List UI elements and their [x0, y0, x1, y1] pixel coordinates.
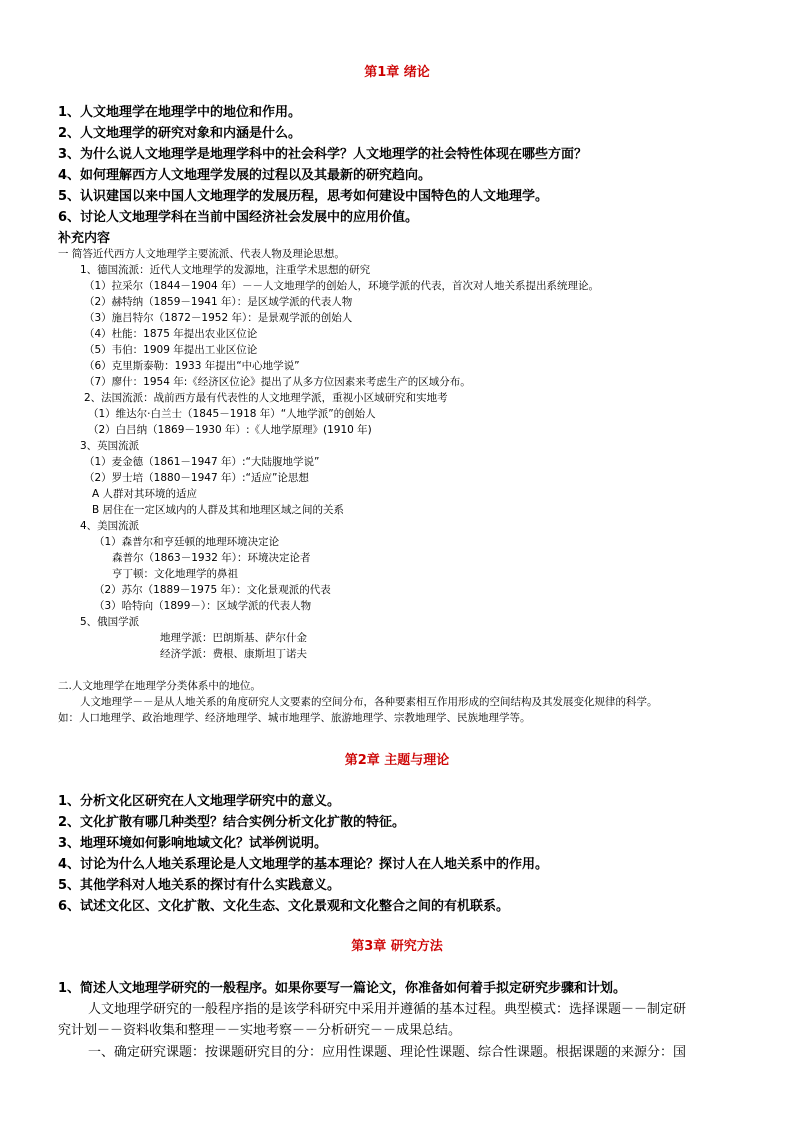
part2-examples: 如：人口地理学、政治地理学、经济地理学、城市地理学、旅游地理学、宗教地理学、民族地理学等。	[58, 712, 531, 724]
supplement-line: （1）麦金德（1861－1947 年）:“大陆腹地学说”	[84, 456, 320, 468]
ch3-paragraph-2: 一、确定研究课题：按课题研究目的分：应用性课题、理论性课题、综合性课题。根据课题的来源分：国	[88, 1045, 687, 1060]
ch1-question-2: 2、人文地理学的研究对象和内涵是什么。	[58, 126, 302, 141]
supplement-line: （2）白吕纳（1869－1930 年）:《人地学原理》(1910 年)	[88, 424, 372, 436]
supplement-line: （1）维达尔·白兰士（1845－1918 年）“人地学派”的创始人	[88, 408, 376, 420]
ch2-question-6: 6、试述文化区、文化扩散、文化生态、文化景观和文化整合之间的有机联系。	[58, 899, 510, 914]
supplement-line: （6）克里斯泰勒：1933 年提出“中心地学说”	[84, 360, 300, 372]
supplement-line: （7）廖什：1954 年:《经济区位论》提出了从多方位因素来考虑生产的区域分布。	[84, 376, 471, 388]
ch1-question-6: 6、讨论人文地理学科在当前中国经济社会发展中的应用价值。	[58, 210, 419, 225]
supplement-line: （2）罗士培（1880－1947 年）:“适应”论思想	[84, 472, 309, 484]
supplement-line: 1、德国流派：近代人文地理学的发源地，注重学术思想的研究	[80, 264, 371, 276]
part2-definition: 人文地理学－－是从人地关系的角度研究人文要素的空间分布，各种要素相互作用形成的空间结构及其发展变化规律的科学。	[80, 696, 658, 708]
supplement-line: 森普尔（1863－1932 年）：环境决定论者	[112, 552, 311, 564]
ch1-question-5: 5、认识建国以来中国人文地理学的发展历程，思考如何建设中国特色的人文地理学。	[58, 189, 549, 204]
supplement-line: 2、法国流派：战前西方最有代表性的人文地理学派，重视小区域研究和实地考	[84, 392, 448, 404]
supplement-line: 亨丁顿：文化地理学的鼻祖	[112, 568, 238, 580]
ch3-paragraph-1b: 究计划－－资料收集和整理－－实地考察－－分析研究－－成果总结。	[58, 1023, 462, 1038]
supplement-line: （1）森普尔和亨廷顿的地理环境决定论	[94, 536, 280, 548]
supplement-line: 一 简答近代西方人文地理学主要流派、代表人物及理论思想。	[58, 248, 345, 260]
chapter-1-title: 第1章 绪论	[364, 65, 430, 80]
ch1-question-1: 1、人文地理学在地理学中的地位和作用。	[58, 105, 302, 120]
supplement-line: （2）苏尔（1889－1975 年）：文化景观派的代表	[94, 584, 331, 596]
ch2-question-5: 5、其他学科对人地关系的探讨有什么实践意义。	[58, 878, 341, 893]
supplement-line: 3、英国流派	[80, 440, 140, 452]
ch3-question-1: 1、简述人文地理学研究的一般程序。如果你要写一篇论文，你准备如何着手拟定研究步骤和计划。	[58, 981, 627, 996]
supplement-line: B 居住在一定区域内的人群及其和地理区域之间的关系	[92, 504, 345, 516]
part2-heading: 二.人文地理学在地理学分类体系中的地位。	[58, 680, 261, 692]
ch1-question-3: 3、为什么说人文地理学是地理学科中的社会科学？人文地理学的社会特性体现在哪些方面？	[58, 147, 588, 162]
supplement-line: （2）赫特纳（1859－1941 年）：是区域学派的代表人物	[84, 296, 353, 308]
supplement-line: 地理学派：巴朗斯基、萨尔什金	[160, 632, 307, 644]
ch2-question-4: 4、讨论为什么人地关系理论是人文地理学的基本理论？探讨人在人地关系中的作用。	[58, 857, 549, 872]
supplement-line: 经济学派：费根、康斯坦丁诺夫	[160, 648, 307, 660]
supplement-line: （3）哈特向（1899－）：区域学派的代表人物	[94, 600, 312, 612]
supplement-line: （3）施吕特尔（1872－1952 年）：是景观学派的创始人	[84, 312, 353, 324]
ch2-question-1: 1、分析文化区研究在人文地理学研究中的意义。	[58, 794, 341, 809]
supplement-line: A 人群对其环境的适应	[92, 488, 198, 500]
ch1-question-4: 4、如何理解西方人文地理学发展的过程以及其最新的研究趋向。	[58, 168, 432, 183]
ch3-paragraph-1a: 人文地理学研究的一般程序指的是该学科研究中采用并遵循的基本过程。典型模式：选择课题－－制定研	[88, 1002, 687, 1017]
supplement-line: 4、美国流派	[80, 520, 140, 532]
supplement-title: 补充内容	[58, 231, 111, 246]
supplement-line: （5）韦伯：1909 年提出工业区位论	[84, 344, 258, 356]
supplement-line: 5、俄国学派	[80, 616, 140, 628]
ch2-question-3: 3、地理环境如何影响地域文化？试举例说明。	[58, 836, 328, 851]
chapter-2-title: 第2章 主题与理论	[344, 753, 450, 768]
ch2-question-2: 2、文化扩散有哪几种类型？结合实例分析文化扩散的特征。	[58, 815, 406, 830]
supplement-line: （4）杜能：1875 年提出农业区位论	[84, 328, 258, 340]
supplement-line: （1）拉采尔（1844－1904 年）－－人文地理学的创始人，环境学派的代表，首次对人地关系提出系统理论。	[84, 280, 599, 292]
chapter-3-title: 第3章 研究方法	[351, 939, 443, 954]
